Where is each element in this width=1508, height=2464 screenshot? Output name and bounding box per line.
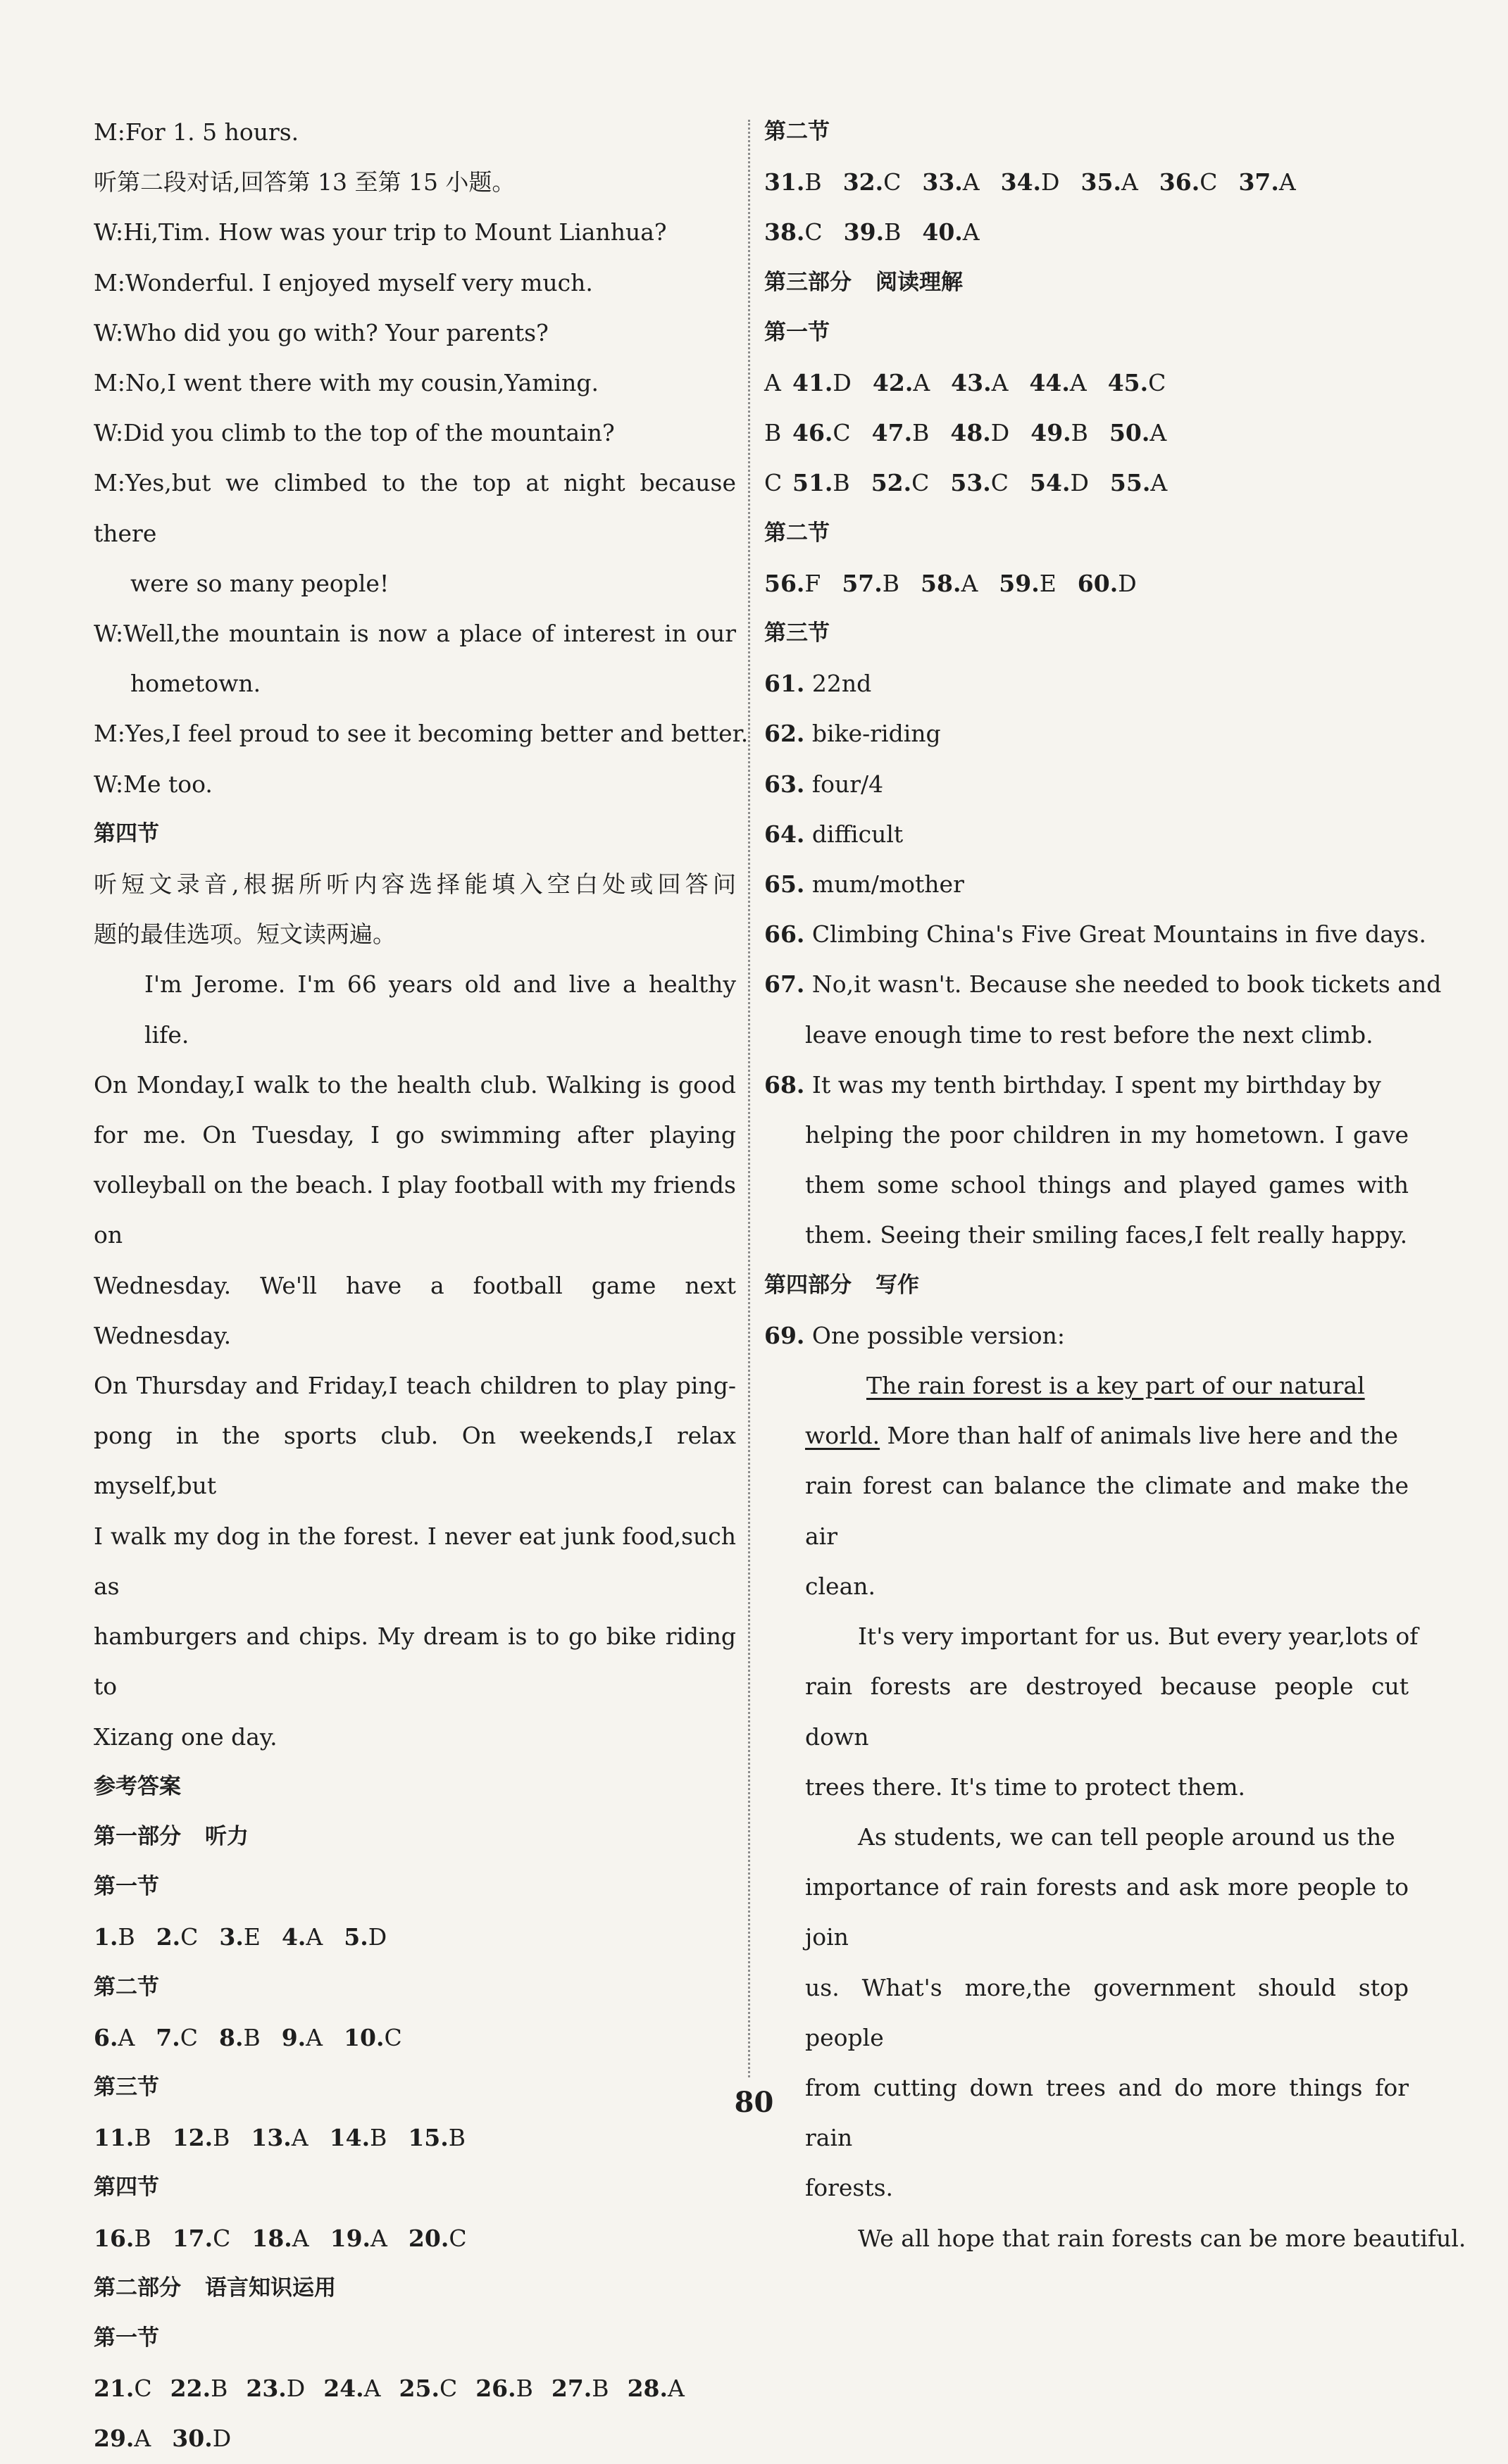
answer-row [764, 458, 1409, 508]
answer-item: 25.C [399, 2375, 458, 2403]
answer-item: 20.C [408, 2224, 467, 2252]
passage-line: On Monday,I walk to the health club. Walking is good [94, 1070, 736, 1099]
answer-row [94, 1912, 736, 1962]
answer-item: 47.B [871, 419, 930, 447]
answer-row [94, 2013, 736, 2063]
dialogue-line: W:Did you climb to the top of the mountain? [94, 419, 615, 447]
answer-item: 43.A [951, 369, 1009, 397]
answer-item: 39.B [843, 218, 902, 246]
section-heading: 第二节 [94, 1974, 159, 2000]
right-column [764, 107, 1466, 2263]
passage-line: Xizang one day. [94, 1722, 278, 1751]
instruction-line: 听第二段对话,回答第 13 至第 15 小题。 [94, 168, 516, 196]
answer-item: 9.A [281, 2023, 323, 2051]
answer-item: 30.D [172, 2425, 232, 2453]
answer-item: 22.B [170, 2375, 228, 2403]
answer-line: 64. difficult [764, 820, 904, 848]
answer-item: 54.D [1030, 469, 1089, 497]
column-divider [748, 120, 750, 2077]
answer-item: 13.A [251, 2124, 309, 2152]
essay-line: forests. [805, 2174, 894, 2202]
answer-row [764, 358, 1409, 408]
answer-item: 48.D [950, 419, 1010, 447]
answer-item: 51.B [792, 469, 850, 497]
passage-label: A [764, 369, 781, 397]
essay-line: world. More than half of animals live here and the [805, 1422, 1399, 1450]
section-heading: 第四节 [94, 2175, 159, 2201]
dialogue-line: W:Who did you go with? Your parents? [94, 318, 549, 346]
answer-item: 50.A [1109, 419, 1167, 447]
answer-row [94, 2113, 736, 2163]
essay-line: clean. [805, 1572, 875, 1600]
answer-item: 12.B [172, 2124, 230, 2152]
essay-line: us. What's more,the government should stop people [805, 1973, 1409, 2051]
answer-item: 38.C [764, 218, 823, 246]
answer-item: 10.C [344, 2023, 402, 2051]
answer-item: 19.A [330, 2224, 387, 2252]
passage-line: I'm Jerome. I'm 66 years old and live a healthy life. [144, 970, 736, 1049]
answer-item: 45.C [1107, 369, 1166, 397]
answer-item: 31.B [764, 168, 822, 196]
answer-row [764, 558, 1409, 608]
reference-answers-heading: 参考答案 [94, 1773, 181, 1799]
answer-item: 29.A [94, 2425, 151, 2453]
answer-item: 15.B [408, 2124, 466, 2152]
answer-item: 56.F [764, 569, 821, 597]
passage-line: I walk my dog in the forest. I never eat junk food,such as [94, 1522, 736, 1600]
answer-item: 3.E [219, 1923, 261, 1951]
section-heading: 第四节 [94, 820, 159, 846]
section-heading: 第二节 [764, 119, 830, 144]
answer-item: 4.A [281, 1923, 323, 1951]
section-heading: 第一节 [94, 1874, 159, 1900]
essay-line: rain forests are destroyed because people cut down [805, 1672, 1409, 1751]
section-heading: 第一节 [94, 2325, 159, 2351]
answer-item: 60.D [1077, 569, 1137, 597]
answer-item: 42.A [872, 369, 930, 397]
answer-item: 41.D [792, 369, 852, 397]
answer-item: 44.A [1029, 369, 1087, 397]
passage-line: for me. On Tuesday, I go swimming after playing [94, 1121, 736, 1149]
answer-item: 23.D [246, 2375, 306, 2403]
answer-line: them some school things and played games with [805, 1171, 1409, 1199]
answer-row [764, 207, 1409, 257]
answer-item: 46.C [792, 419, 851, 447]
section-heading: 第二节 [764, 520, 830, 546]
answer-item: 32.C [842, 168, 902, 196]
passage-line: On Thursday and Friday,I teach children to play ping- [94, 1372, 736, 1400]
answer-item: 2.C [156, 1923, 199, 1951]
essay-line: We all hope that rain forests can be more beautiful. [858, 2224, 1466, 2252]
answer-item: 6.A [94, 2023, 135, 2051]
answer-item: 35.A [1080, 168, 1138, 196]
essay-line: The rain forest is a key part of our natural [866, 1372, 1365, 1400]
answer-item: 28.A [627, 2375, 685, 2403]
dialogue-line: W:Well,the mountain is now a place of interest in our [94, 620, 736, 648]
answer-item: 59.E [999, 569, 1057, 597]
page-number: 80 [734, 2086, 774, 2119]
answer-item: 34.D [1000, 168, 1060, 196]
dialogue-line: were so many people! [130, 569, 390, 597]
answer-item: 21.C [94, 2375, 152, 2403]
section-heading: 第三节 [764, 620, 830, 646]
answer-row [764, 157, 1409, 207]
answer-item: 16.B [94, 2224, 151, 2252]
dialogue-line: M:No,I went there with my cousin,Yaming. [94, 369, 599, 397]
passage-label: B [764, 419, 782, 447]
answer-line: 66. Climbing China's Five Great Mountains in five days. [764, 920, 1426, 949]
answer-item: 18.A [251, 2224, 309, 2252]
answer-item: 49.B [1030, 419, 1088, 447]
answer-item: 53.C [950, 469, 1009, 497]
dialogue-line: W:Hi,Tim. How was your trip to Mount Lianhua? [94, 218, 667, 246]
answer-row [94, 2413, 736, 2463]
passage-label: C [764, 469, 783, 497]
answer-row [94, 2213, 736, 2263]
answer-line: 68. It was my tenth birthday. I spent my birthday by [764, 1070, 1381, 1099]
answer-row [94, 2363, 736, 2413]
answer-item: 40.A [922, 218, 980, 246]
answer-line: leave enough time to rest before the next climb. [805, 1020, 1373, 1049]
answer-item: 17.C [172, 2224, 231, 2252]
part-heading: 第一部分 听力 [94, 1823, 249, 1849]
answer-item: 5.D [344, 1923, 387, 1951]
part-heading: 第二部分 语言知识运用 [94, 2275, 336, 2301]
part-heading: 第四部分 写作 [764, 1272, 919, 1298]
answer-item: 37.A [1238, 168, 1296, 196]
essay-line: trees there. It's time to protect them. [805, 1772, 1246, 1801]
passage-line: pong in the sports club. On weekends,I relax myself,but [94, 1422, 736, 1500]
answer-line: 65. mum/mother [764, 870, 964, 899]
answer-line: them. Seeing their smiling faces,I felt really happy. [805, 1221, 1408, 1249]
answer-line: 69. One possible version: [764, 1321, 1066, 1349]
instruction-line: 题的最佳选项。短文读两遍。 [94, 920, 396, 949]
dialogue-line: M:Yes,I feel proud to see it becoming better and better. [94, 720, 749, 748]
answer-line: helping the poor children in my hometown. I gave [805, 1121, 1409, 1149]
answer-item: 7.C [156, 2023, 198, 2051]
section-heading: 第三节 [94, 2074, 159, 2100]
answer-item: 26.B [475, 2375, 533, 2403]
answer-item: 55.A [1109, 469, 1168, 497]
essay-line: As students, we can tell people around us the [858, 1822, 1395, 1851]
answer-item: 57.B [842, 569, 900, 597]
dialogue-line: M:For 1. 5 hours. [94, 118, 299, 146]
essay-line: from cutting down trees and do more things for rain [805, 2073, 1409, 2152]
essay-line: It's very important for us. But every year,lots of [858, 1622, 1419, 1651]
answer-row [764, 408, 1409, 458]
answer-item: 24.A [323, 2375, 381, 2403]
answer-line: 62. bike-riding [764, 720, 941, 748]
passage-line: Wednesday. We'll have a football game next Wednesday. [94, 1271, 736, 1349]
answer-line: 67. No,it wasn't. Because she needed to book tickets and [764, 970, 1442, 999]
dialogue-line: W:Me too. [94, 770, 213, 798]
dialogue-line: M:Wonderful. I enjoyed myself very much. [94, 268, 593, 296]
answer-line: 63. four/4 [764, 770, 884, 798]
part-heading: 第三部分 阅读理解 [764, 269, 963, 295]
answer-item: 58.A [921, 569, 978, 597]
answer-item: 14.B [329, 2124, 387, 2152]
dialogue-line: hometown. [130, 670, 261, 698]
passage-line: hamburgers and chips. My dream is to go bike riding to [94, 1622, 736, 1701]
answer-item: 33.A [922, 168, 980, 196]
answer-item: 8.B [219, 2023, 261, 2051]
instruction-line: 听短文录音,根据所听内容选择能填入空白处或回答问 [94, 870, 736, 899]
answer-item: 52.C [871, 469, 930, 497]
essay-line: importance of rain forests and ask more people to join [805, 1873, 1409, 1951]
answer-item: 27.B [551, 2375, 609, 2403]
dialogue-line: M:Yes,but we climbed to the top at night because there [94, 469, 736, 547]
answer-item: 11.B [94, 2124, 151, 2152]
passage-line: volleyball on the beach. I play football with my friends on [94, 1171, 736, 1249]
answer-item: 36.C [1159, 168, 1218, 196]
answer-line: 61. 22nd [764, 670, 872, 698]
section-heading: 第一节 [764, 319, 830, 345]
essay-line: rain forest can balance the climate and make the air [805, 1472, 1409, 1550]
answer-item: 1.B [94, 1923, 135, 1951]
